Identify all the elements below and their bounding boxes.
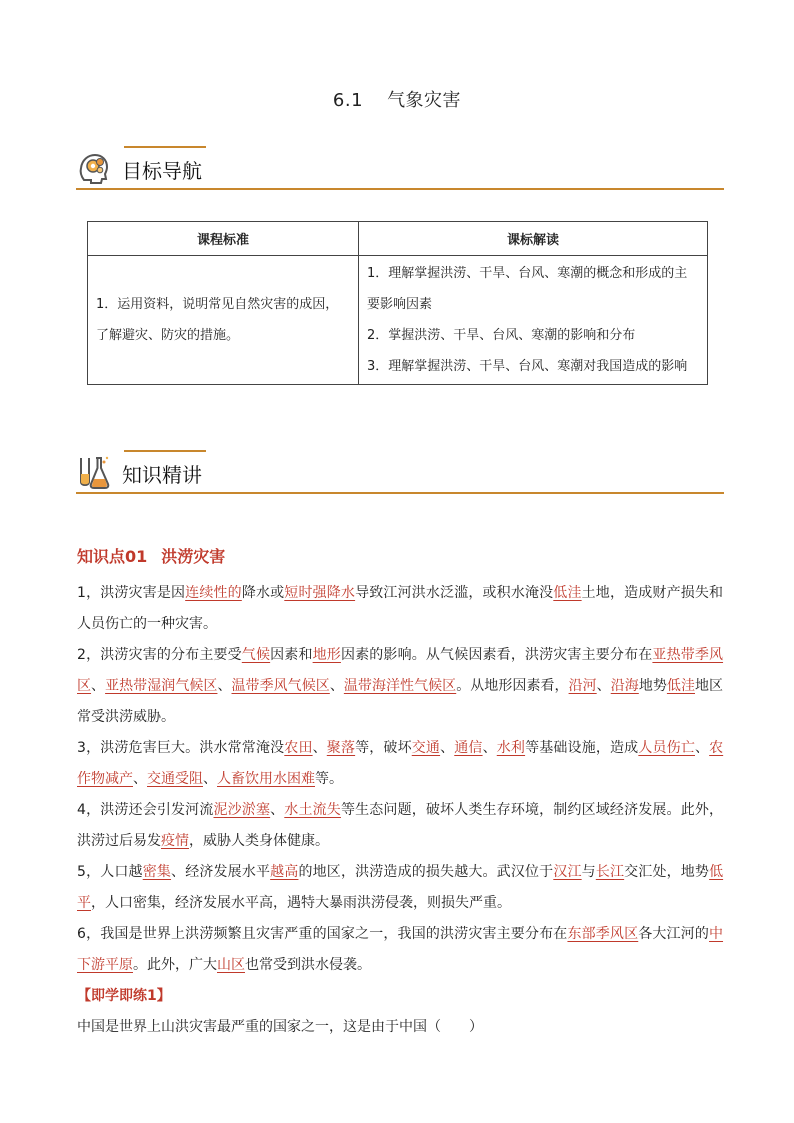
key-term: 交通 <box>411 740 441 756</box>
text-run: 。此外，广大 <box>133 957 217 973</box>
paragraph <box>77 578 723 640</box>
text-run: ，威胁人类身体健康。 <box>189 833 329 849</box>
key-term: 越高 <box>270 864 299 880</box>
key-term: 亚热带季风区 <box>77 647 724 694</box>
text-run: 5，人口越 <box>77 864 143 880</box>
knowledge-point-number: 知识点01 <box>77 547 148 566</box>
key-term: 交通受阻 <box>147 771 203 787</box>
key-term: 密集 <box>142 864 172 880</box>
text-run: 、 <box>217 678 232 694</box>
paragraph <box>77 640 723 733</box>
table-row <box>88 256 708 385</box>
key-term: 水利 <box>496 740 526 756</box>
key-term: 人畜饮用水困难 <box>217 771 315 787</box>
paragraph <box>77 857 723 919</box>
column-header-standard: 课程标准 <box>88 222 359 256</box>
text-run: 土地，造成财产损失和人员伤亡的一种灾害。 <box>77 585 724 632</box>
key-term: 亚热带湿润气候区 <box>105 678 218 694</box>
key-term: 沿河 <box>568 678 597 694</box>
interpretation-cell <box>359 256 708 385</box>
head-gears-icon <box>76 150 112 186</box>
key-term: 山区 <box>217 957 245 973</box>
text-run: 导致江河洪水泛滥，或积水淹没 <box>355 585 554 601</box>
text-run: 、 <box>440 740 455 756</box>
practice-label: 【即学即练1】 <box>77 988 171 1004</box>
column-header-interpretation: 课标解读 <box>359 222 708 256</box>
paragraph <box>77 795 723 857</box>
section-divider <box>76 492 724 494</box>
text-run: 各大江河的 <box>638 926 710 942</box>
knowledge-point-title <box>77 544 225 567</box>
section-accent-line <box>124 450 206 452</box>
standard-cell: 1．运用资料，说明常见自然灾害的成因，了解避灾、防灾的措施。 <box>88 256 359 385</box>
key-term: 农作物减产 <box>77 740 724 787</box>
section-label: 知识精讲 <box>122 463 202 487</box>
text-run: ，人口密集，经济发展水平高，遇特大暴雨洪涝侵袭，则损失严重。 <box>91 895 511 911</box>
key-term: 低洼 <box>666 678 695 694</box>
key-term: 泥沙淤塞 <box>213 802 271 818</box>
text-run: 等，破坏 <box>355 740 412 756</box>
text-run: 、 <box>694 740 710 756</box>
text-run: 因素的影响。从气候因素看，洪涝灾害主要分布在 <box>340 647 653 663</box>
section-accent-line <box>124 146 206 148</box>
text-run: 、 <box>596 678 611 694</box>
key-term: 气候 <box>241 647 271 663</box>
interpretation-item: 1．理解掌握洪涝、干旱、台风、寒潮的概念和形成的主要影响因素 <box>367 266 688 312</box>
key-term: 地形 <box>312 647 341 663</box>
paragraph <box>77 919 723 981</box>
table-header-row <box>88 222 708 256</box>
key-term: 农田 <box>284 740 313 756</box>
key-term: 沿海 <box>610 678 639 694</box>
key-term: 温带海洋性气候区 <box>343 678 457 694</box>
text-run: 地势 <box>638 678 667 694</box>
flask-icon <box>76 454 112 490</box>
key-term: 连续性的 <box>185 585 242 601</box>
text-run: 等基础设施，造成 <box>525 740 639 756</box>
curriculum-table <box>87 221 708 385</box>
interpretation-item: 3．理解掌握洪涝、干旱、台风、寒潮对我国造成的影响 <box>367 359 688 374</box>
key-term: 温带季风气候区 <box>231 678 330 694</box>
text-run: 3，洪涝危害巨大。洪水常常淹没 <box>77 740 285 756</box>
text-run: 、 <box>482 740 497 756</box>
key-term: 疫情 <box>161 833 189 849</box>
key-term: 聚落 <box>326 740 356 756</box>
text-run: 2，洪涝灾害的分布主要受 <box>77 647 242 663</box>
text-run: 也常受到洪水侵袭。 <box>245 957 371 973</box>
key-term: 低平 <box>77 864 724 911</box>
key-term: 通信 <box>454 740 483 756</box>
text-run: 等。 <box>315 771 343 787</box>
text-run: 、 <box>329 678 344 694</box>
text-run: 4，洪涝还会引发河流 <box>77 802 214 818</box>
text-run: 与 <box>581 864 596 880</box>
text-run: 因素和 <box>270 647 313 663</box>
practice-question: 中国是世界上山洪灾害最严重的国家之一，这是由于中国（ ） <box>77 1019 483 1035</box>
text-run: 、 <box>270 802 285 818</box>
text-run: 的地区，洪涝造成的损失越大。武汉位于 <box>298 864 554 880</box>
section-divider <box>76 188 724 190</box>
key-term: 汉江 <box>553 864 582 880</box>
text-run: 6，我国是世界上洪涝频繁且灾害严重的国家之一，我国的洪涝灾害主要分布在 <box>77 926 568 942</box>
section-header-knowledge <box>76 450 724 494</box>
key-term: 中下游平原 <box>77 926 724 973</box>
knowledge-body <box>77 578 723 1043</box>
key-term: 东部季风区 <box>567 926 639 942</box>
key-term: 水土流失 <box>284 802 341 818</box>
text-run: 、经济发展水平 <box>171 864 271 880</box>
paragraph <box>77 733 723 795</box>
text-run: 交汇处，地势 <box>624 864 710 880</box>
key-term: 长江 <box>595 864 625 880</box>
section-header-goals <box>76 146 724 190</box>
text-run: 等生态问题，破坏人类生存环境，制约区域经济发展。此外，洪涝过后易发 <box>77 802 724 849</box>
key-term: 低洼 <box>553 585 582 601</box>
key-term: 人员伤亡 <box>638 740 695 756</box>
interpretation-item: 2．掌握洪涝、干旱、台风、寒潮的影响和分布 <box>367 328 636 343</box>
page-title <box>0 86 794 112</box>
text-run: 、 <box>133 771 147 787</box>
text-run: 。从地形因素看， <box>456 678 569 694</box>
chapter-title: 气象灾害 <box>387 90 462 111</box>
chapter-number: 6.1 <box>332 90 364 111</box>
knowledge-point-topic: 洪涝灾害 <box>161 547 226 566</box>
section-label: 目标导航 <box>122 159 202 183</box>
key-term: 短时强降水 <box>284 585 356 601</box>
text-run: 地区常受洪涝威胁。 <box>77 678 724 725</box>
text-run: 1，洪涝灾害是因 <box>77 585 186 601</box>
text-run: 、 <box>312 740 327 756</box>
text-run: 降水或 <box>241 585 285 601</box>
text-run: 、 <box>203 771 217 787</box>
text-run: 、 <box>91 678 106 694</box>
